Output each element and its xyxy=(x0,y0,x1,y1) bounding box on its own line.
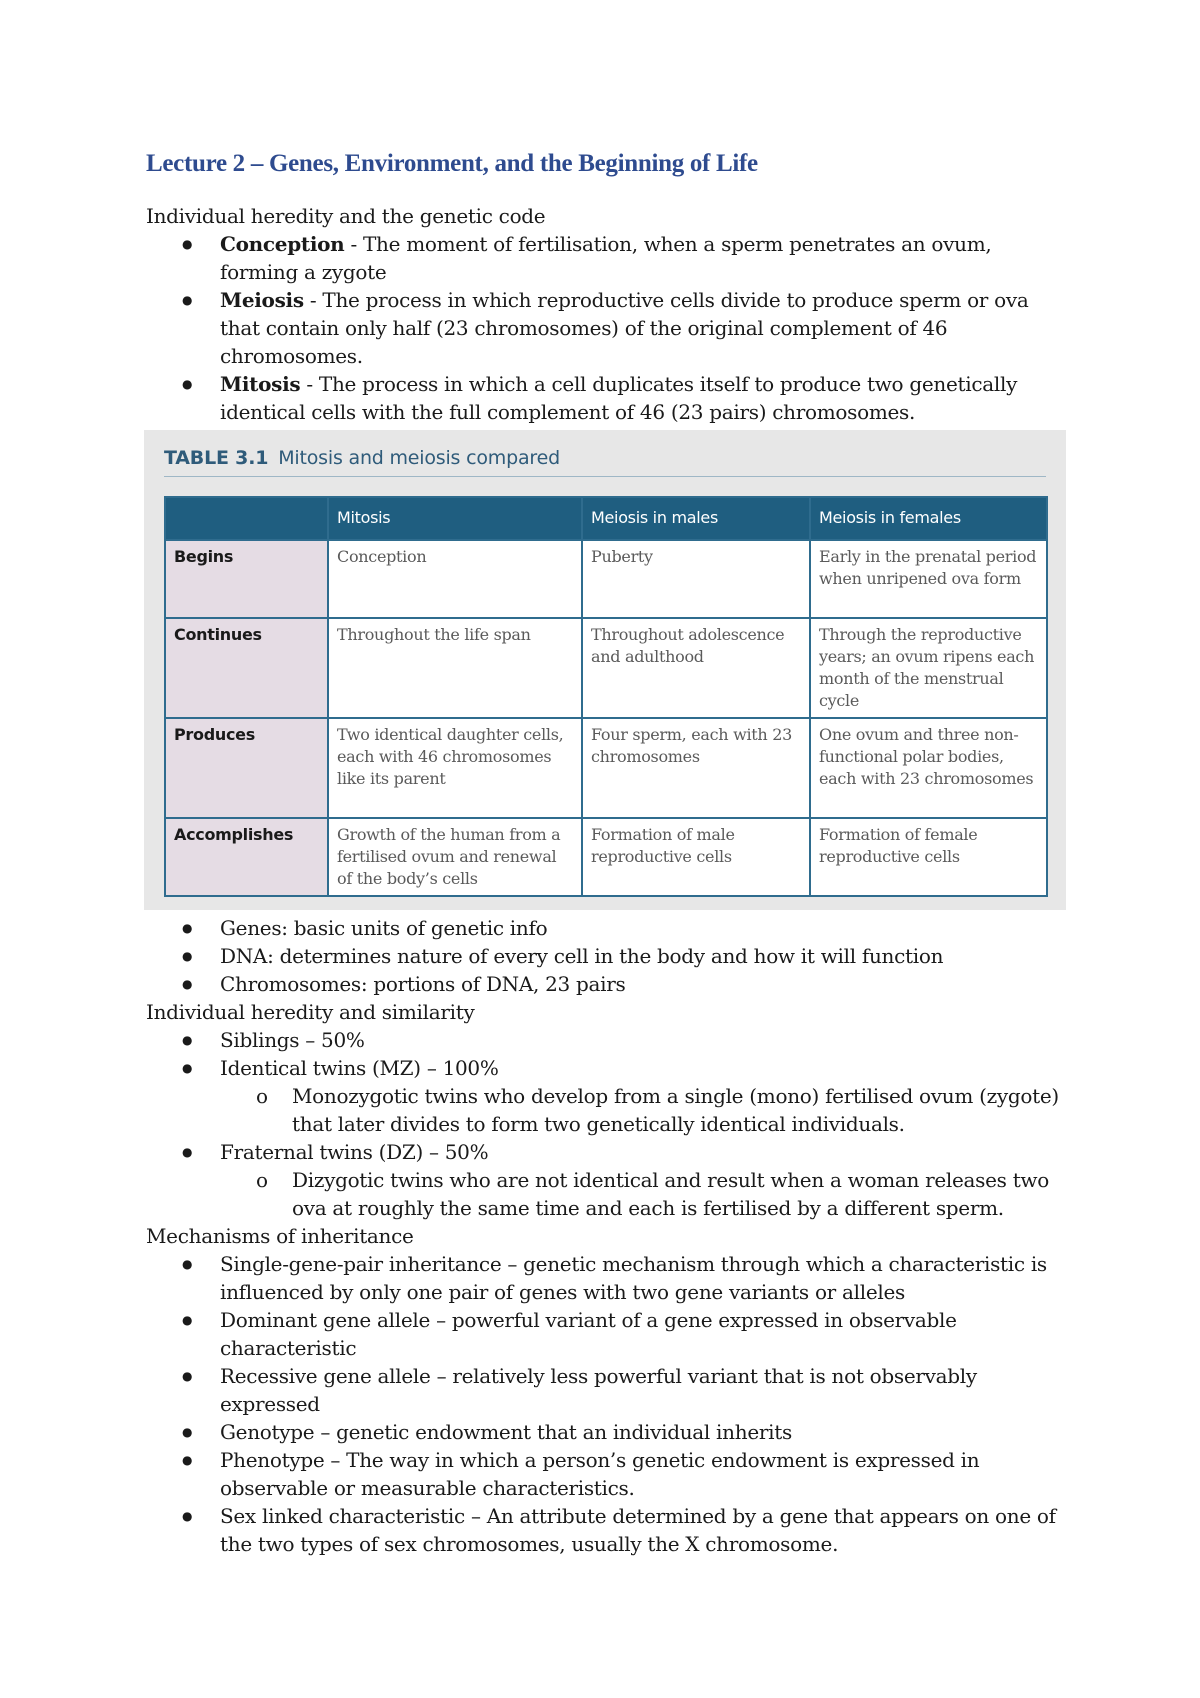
similarity-list xyxy=(146,1026,1066,1222)
term: Conception xyxy=(220,232,345,256)
table-header-row xyxy=(165,497,1047,540)
definition: - The process in which a cell duplicates itself to produce two genetically identical cells with the full complement of 46 (23 pairs) chromosomes. xyxy=(220,372,1018,424)
row-header: Accomplishes xyxy=(165,818,328,896)
table-cell: Two identical daughter cells, each with 46 chromosomes like its parent xyxy=(328,718,582,818)
table-row xyxy=(165,818,1047,896)
table-figure xyxy=(144,430,1066,910)
table-row xyxy=(165,618,1047,718)
table-cell: Puberty xyxy=(582,540,810,618)
list-item: ● Chromosomes: portions of DNA, 23 pairs xyxy=(146,970,1066,998)
section-heading-inheritance: Mechanisms of inheritance xyxy=(146,1224,414,1248)
table-caption xyxy=(164,444,560,472)
row-header: Begins xyxy=(165,540,328,618)
table-label: TABLE 3.1 xyxy=(164,447,269,469)
list-item-fraternal-twins: ● Fraternal twins (DZ) – 50% xyxy=(146,1138,1066,1166)
list-item-meiosis xyxy=(146,286,1066,370)
column-header xyxy=(165,497,328,540)
list-item: ● Genes: basic units of genetic info xyxy=(146,914,1066,942)
column-header: Mitosis xyxy=(328,497,582,540)
table-cell: Through the reproductive years; an ovum ripens each month of the menstrual cycle xyxy=(810,618,1047,718)
table-cell: Four sperm, each with 23 chromosomes xyxy=(582,718,810,818)
sub-item-dizygotic: o Dizygotic twins who are not identical and result when a woman releases two ova at roughly the same time and each is fertilised by a different sperm. xyxy=(146,1166,1066,1222)
list-item: ● Recessive gene allele – relatively less powerful variant that is not observably expressed xyxy=(146,1362,1066,1418)
list-item-identical-twins: ● Identical twins (MZ) – 100% xyxy=(146,1054,1066,1082)
list-item: ● Phenotype – The way in which a person’s genetic endowment is expressed in observable or measurable characteristics. xyxy=(146,1446,1066,1502)
table-cell: Throughout the life span xyxy=(328,618,582,718)
section-heading-similarity: Individual heredity and similarity xyxy=(146,1000,475,1024)
inheritance-list xyxy=(146,1250,1066,1558)
row-header: Continues xyxy=(165,618,328,718)
column-header: Meiosis in females xyxy=(810,497,1047,540)
list-item-siblings: ● Siblings – 50% xyxy=(146,1026,1066,1054)
table-cell: Throughout adolescence and adulthood xyxy=(582,618,810,718)
column-header: Meiosis in males xyxy=(582,497,810,540)
definition: - The moment of fertilisation, when a sperm penetrates an ovum, forming a zygote xyxy=(220,232,992,284)
list-item: ● Sex linked characteristic – An attribute determined by a gene that appears on one of the two types of sex chromosomes, usually the X chromosome. xyxy=(146,1502,1066,1558)
comparison-table xyxy=(164,496,1048,897)
genetics-terms-list xyxy=(146,914,1066,998)
sub-item-monozygotic: o Monozygotic twins who develop from a single (mono) fertilised ovum (zygote) that later divides to form two genetically identical individuals. xyxy=(146,1082,1066,1138)
term: Meiosis xyxy=(220,288,304,312)
list-item-conception xyxy=(146,230,1066,286)
table-cell: Conception xyxy=(328,540,582,618)
term: Mitosis xyxy=(220,372,301,396)
table-row xyxy=(165,718,1047,818)
list-item-mitosis xyxy=(146,370,1066,426)
table-cell: Formation of female reproductive cells xyxy=(810,818,1047,896)
table-row xyxy=(165,540,1047,618)
page-title: Lecture 2 – Genes, Environment, and the Beginning of Life xyxy=(146,150,758,177)
row-header: Produces xyxy=(165,718,328,818)
table-cell: Growth of the human from a fertilised ovum and renewal of the body’s cells xyxy=(328,818,582,896)
section-heading-genetic-code: Individual heredity and the genetic code xyxy=(146,204,546,228)
table-cell: Early in the prenatal period when unripened ova form xyxy=(810,540,1047,618)
document-body xyxy=(146,148,1066,1558)
list-item: ● Single-gene-pair inheritance – genetic mechanism through which a characteristic is influenced by only one pair of genes with two gene variants or alleles xyxy=(146,1250,1066,1306)
table-caption-text: Mitosis and meiosis compared xyxy=(278,447,560,469)
definition-list xyxy=(146,230,1066,426)
list-item: ● Genotype – genetic endowment that an individual inherits xyxy=(146,1418,1066,1446)
divider xyxy=(164,476,1046,477)
list-item: ● DNA: determines nature of every cell in the body and how it will function xyxy=(146,942,1066,970)
table-cell: Formation of male reproductive cells xyxy=(582,818,810,896)
list-item: ● Dominant gene allele – powerful variant of a gene expressed in observable characteristic xyxy=(146,1306,1066,1362)
definition: - The process in which reproductive cells divide to produce sperm or ova that contain only half (23 chromosomes) of the original complement of 46 chromosomes. xyxy=(220,288,1029,368)
table-cell: One ovum and three non-functional polar bodies, each with 23 chromosomes xyxy=(810,718,1047,818)
